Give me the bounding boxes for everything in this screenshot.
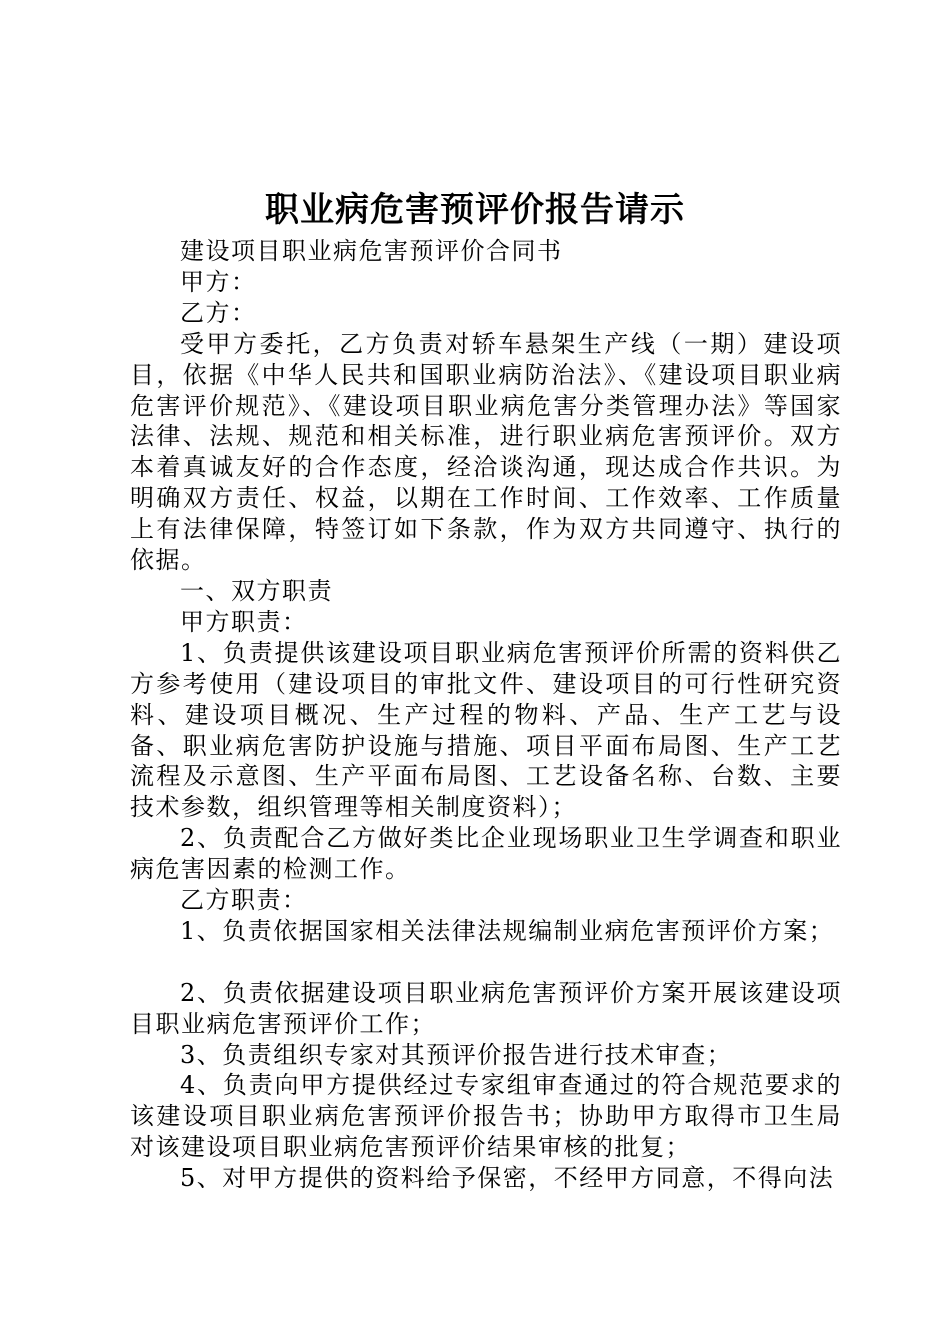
preamble-paragraph: 受甲方委托，乙方负责对轿车悬架生产线（一期）建设项目，依据《中华人民共和国职业病防治法》、《建设项目职业病危害评价规范》、《建设项目职业病危害分类管理办法》等国家法律、法规、规范和相关标准，进行职业病危害预评价。双方本着真诚友好的合作态度，经洽谈沟通，现达成合作共识。为明确双方责任、权益，以期在工作时间、工作效率、工作质量上有法律保障，特签订如下条款，作为双方共同遵守、执行的依据。 xyxy=(130,329,842,575)
party-b-item-4: 4、负责向甲方提供经过专家组审查通过的符合规范要求的该建设项目职业病危害预评价报告书；协助甲方取得市卫生局对该建设项目职业病危害预评价结果审核的批复； xyxy=(130,1071,842,1162)
party-a-line: 甲方： xyxy=(180,267,257,296)
section-heading-responsibilities: 一、双方职责 xyxy=(180,576,333,605)
party-b-item-1: 1、负责依据国家相关法律法规编制业病危害预评价方案； xyxy=(180,916,835,945)
party-b-item-3: 3、负责组织专家对其预评价报告进行技术审查； xyxy=(180,1040,733,1069)
party-b-item-2: 2、负责依据建设项目职业病危害预评价方案开展该建设项目职业病危害预评价工作； xyxy=(130,978,842,1038)
party-b-line: 乙方： xyxy=(180,298,257,327)
party-a-responsibilities-heading: 甲方职责： xyxy=(180,607,308,636)
party-a-item-1: 1、负责提供该建设项目职业病危害预评价所需的资料供乙方参考使用（建设项目的审批文件、建设项目的可行性研究资料、建设项目概况、生产过程的物料、产品、生产工艺与设备、职业病危害防护设施与措施、项目平面布局图、生产工艺流程及示意图、生产平面布局图、工艺设备名称、台数、主要技术参数，组织管理等相关制度资料）； xyxy=(130,638,842,822)
contract-heading: 建设项目职业病危害预评价合同书 xyxy=(180,237,563,265)
party-b-responsibilities-heading: 乙方职责： xyxy=(180,886,308,915)
document-title: 职业病危害预评价报告请示 xyxy=(265,190,685,230)
document-body xyxy=(130,236,842,1194)
party-a-item-2: 2、负责配合乙方做好类比企业现场职业卫生学调查和职业病危害因素的检测工作。 xyxy=(130,824,842,884)
party-b-item-5: 5、对甲方提供的资料给予保密，不经甲方同意，不得向法 xyxy=(180,1164,835,1193)
